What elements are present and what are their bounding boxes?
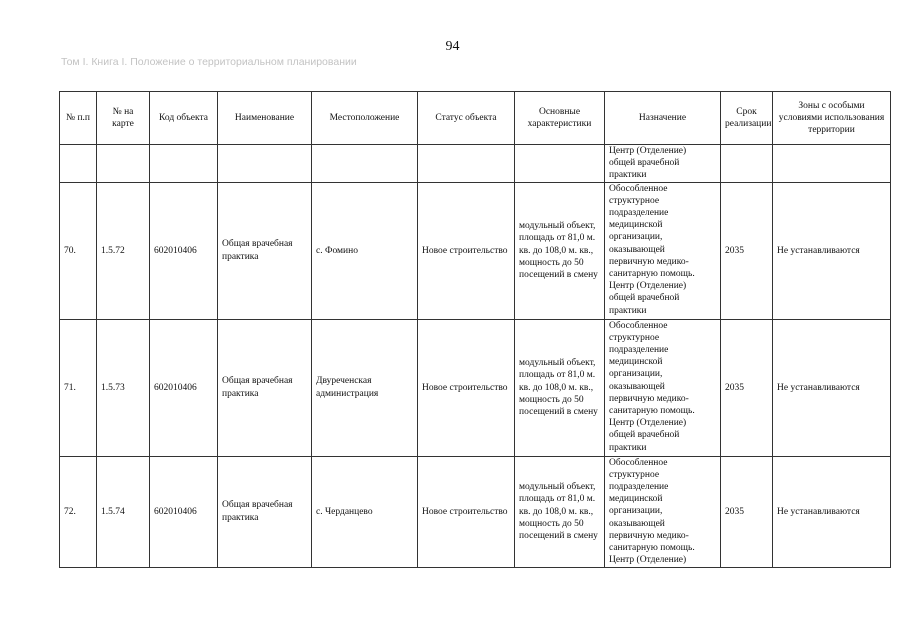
purpose-line: оказывающей bbox=[609, 518, 665, 529]
cell-zones: Не устанавливаются bbox=[773, 182, 891, 319]
cell-status: Новое строительство bbox=[418, 182, 515, 319]
cell-no: 70. bbox=[60, 182, 97, 319]
purpose-line: организации, bbox=[609, 369, 663, 380]
table-row bbox=[60, 319, 891, 456]
page-number: 94 bbox=[445, 39, 460, 54]
cell-code: 602010406 bbox=[150, 456, 218, 567]
purpose-line: организации, bbox=[609, 232, 663, 243]
header-term: Срок реализации bbox=[721, 92, 773, 145]
cell-empty bbox=[721, 145, 773, 183]
cell-code: 602010406 bbox=[150, 319, 218, 456]
purpose-line: Центр (Отделение) bbox=[609, 281, 687, 292]
cell-empty bbox=[150, 145, 218, 183]
purpose-line: медицинской bbox=[609, 494, 663, 505]
purpose-line: Обособленное bbox=[609, 457, 668, 468]
cell-term: 2035 bbox=[721, 319, 773, 456]
cell-empty bbox=[418, 145, 515, 183]
cell-empty bbox=[97, 145, 150, 183]
purpose-line: оказывающей bbox=[609, 381, 665, 392]
table-header-row bbox=[60, 92, 891, 145]
cell-location: с. Черданцево bbox=[312, 456, 418, 567]
cell-no: 72. bbox=[60, 456, 97, 567]
table-row-carryover bbox=[60, 145, 891, 183]
table-row bbox=[60, 456, 891, 567]
header-name: Наименование bbox=[218, 92, 312, 145]
cell-characteristics: модульный объект, площадь от 81,0 м. кв. до 108,0 м. кв., мощность до 50 посещений в смену bbox=[515, 319, 605, 456]
cell-zones: Не устанавливаются bbox=[773, 319, 891, 456]
purpose-line: Центр (Отделение) bbox=[609, 146, 687, 156]
cell-status: Новое строительство bbox=[418, 456, 515, 567]
cell-location: с. Фомино bbox=[312, 182, 418, 319]
header-code: Код объекта bbox=[150, 92, 218, 145]
purpose-line: медицинской bbox=[609, 357, 663, 368]
purpose-line: структурное bbox=[609, 332, 660, 343]
purpose-line: первичную медико- bbox=[609, 393, 689, 404]
cell-term: 2035 bbox=[721, 456, 773, 567]
purpose-line: общей врачебной bbox=[609, 158, 680, 169]
cell-term: 2035 bbox=[721, 182, 773, 319]
cell-status: Новое строительство bbox=[418, 319, 515, 456]
purpose-line: подразделение bbox=[609, 208, 669, 219]
cell-purpose bbox=[605, 145, 721, 183]
cell-empty bbox=[312, 145, 418, 183]
cell-empty bbox=[60, 145, 97, 183]
cell-code: 602010406 bbox=[150, 182, 218, 319]
cell-purpose bbox=[605, 182, 721, 319]
purpose-line: практики bbox=[609, 170, 647, 181]
header-no: № п.п bbox=[60, 92, 97, 145]
purpose-line: организации, bbox=[609, 506, 663, 517]
cell-name: Общая врачебная практика bbox=[218, 182, 312, 319]
purpose-line: Обособленное bbox=[609, 183, 668, 194]
cell-zones: Не устанавливаются bbox=[773, 456, 891, 567]
header-status: Статус объекта bbox=[418, 92, 515, 145]
cell-map-no: 1.5.74 bbox=[97, 456, 150, 567]
purpose-line: общей врачебной bbox=[609, 430, 680, 441]
purpose-line: оказывающей bbox=[609, 244, 665, 255]
cell-empty bbox=[218, 145, 312, 183]
purpose-line: Обособленное bbox=[609, 320, 668, 331]
purpose-line: санитарную помощь. bbox=[609, 269, 695, 280]
cell-purpose bbox=[605, 456, 721, 567]
cell-name: Общая врачебная практика bbox=[218, 319, 312, 456]
purpose-line: структурное bbox=[609, 469, 660, 480]
cell-purpose bbox=[605, 319, 721, 456]
header-characteristics: Основные характеристики bbox=[515, 92, 605, 145]
purpose-line: подразделение bbox=[609, 482, 669, 493]
header-map-no: № на карте bbox=[97, 92, 150, 145]
header-location: Местоположение bbox=[312, 92, 418, 145]
purpose-line: санитарную помощь. bbox=[609, 406, 695, 417]
cell-characteristics: модульный объект, площадь от 81,0 м. кв. до 108,0 м. кв., мощность до 50 посещений в смену bbox=[515, 182, 605, 319]
purpose-line: медицинской bbox=[609, 220, 663, 231]
purpose-line: первичную медико- bbox=[609, 256, 689, 267]
purpose-line: структурное bbox=[609, 195, 660, 206]
purpose-line: первичную медико- bbox=[609, 530, 689, 541]
cell-map-no: 1.5.72 bbox=[97, 182, 150, 319]
cell-empty bbox=[773, 145, 891, 183]
purpose-line: санитарную помощь. bbox=[609, 543, 695, 554]
header-zones: Зоны с особыми условиями использования территории bbox=[773, 92, 891, 145]
table-row bbox=[60, 182, 891, 319]
cell-no: 71. bbox=[60, 319, 97, 456]
objects-table bbox=[59, 91, 891, 568]
cell-name: Общая врачебная практика bbox=[218, 456, 312, 567]
purpose-line: Центр (Отделение) bbox=[609, 555, 687, 566]
header-purpose: Назначение bbox=[605, 92, 721, 145]
cell-characteristics: модульный объект, площадь от 81,0 м. кв. до 108,0 м. кв., мощность до 50 посещений в смену bbox=[515, 456, 605, 567]
cell-map-no: 1.5.73 bbox=[97, 319, 150, 456]
purpose-line: Центр (Отделение) bbox=[609, 418, 687, 429]
purpose-line: общей врачебной bbox=[609, 293, 680, 304]
running-header: Том I. Книга I. Положение о территориальном планировании bbox=[61, 56, 357, 68]
purpose-line: практики bbox=[609, 442, 647, 453]
cell-empty bbox=[515, 145, 605, 183]
cell-location: Двуреченская администрация bbox=[312, 319, 418, 456]
purpose-line: практики bbox=[609, 305, 647, 316]
purpose-line: подразделение bbox=[609, 345, 669, 356]
